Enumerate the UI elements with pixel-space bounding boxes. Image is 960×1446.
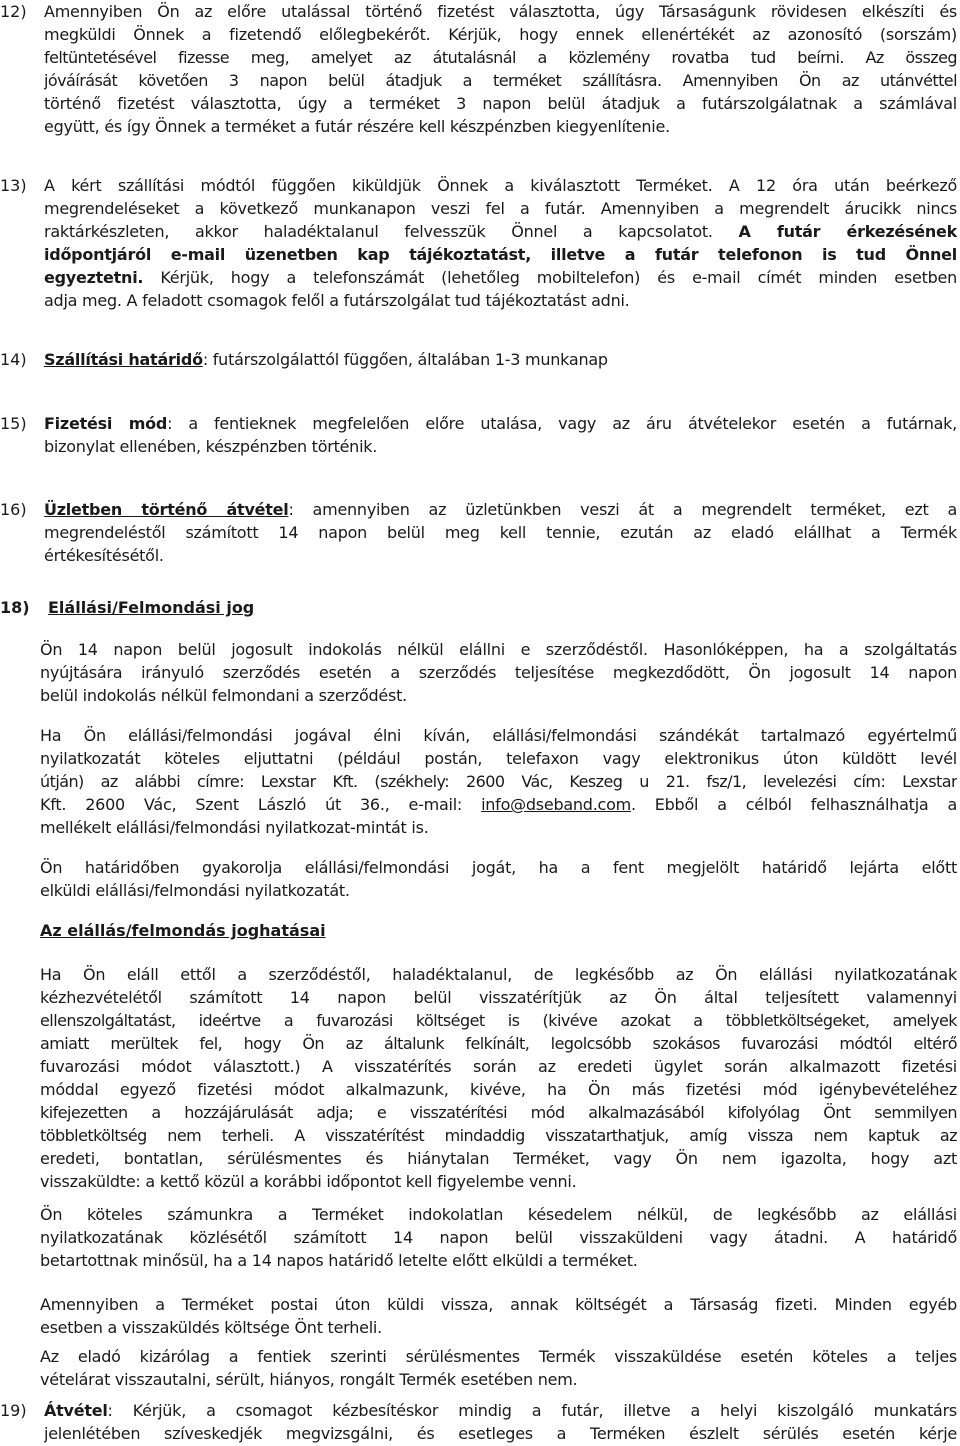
- section-label: Szállítási határidő: [44, 350, 203, 369]
- text-line: Amennyiben Ön az előre utalással történő fizetést választotta, úgy Társaságunk rövidesen elkészíti és: [44, 2, 957, 21]
- section-title-text: Elállási/Felmondási jog: [48, 598, 255, 617]
- paragraph-withdrawal-procedure: [40, 724, 957, 839]
- email-link[interactable]: info@dseband.com: [481, 795, 631, 814]
- bold-text: egyeztetni.: [44, 268, 144, 287]
- paragraph-refund: [40, 963, 957, 1193]
- text-line: eredeti, bontatlan, sérülésmentes és hiánytalan Terméket, vagy Ön nem igazolta, hogy azt: [40, 1149, 957, 1168]
- section-body: [44, 348, 957, 371]
- section-number: 14): [0, 350, 27, 369]
- paragraph-return-cost: [40, 1293, 957, 1339]
- text-line: útján) az alábbi címre: Lexstar Kft. (székhely: 2600 Vác, Keszeg u 21. fsz/1, levelezési cím: Lexstar: [40, 772, 957, 791]
- text-line: A kért szállítási módtól függően kiküldjük Önnek a kiválasztott Terméket. A 12 óra után beérkező: [44, 176, 957, 195]
- section-title: [48, 596, 960, 619]
- text-line: Ön 14 napon belül jogosult indokolás nélkül elállni e szerződéstől. Hasonlóképpen, ha a szolgáltatás: [40, 640, 957, 659]
- text-line: kifejezetten a hozzájárulását adja; e visszatérítési mód alkalmazásából kifolyólag Önt semmilyen: [40, 1103, 957, 1122]
- section-15: [0, 412, 960, 458]
- text-line: Az eladó kizárólag a fentiek szerinti sérülésmentes Termék visszaküldése esetén köteles a teljes: [40, 1347, 957, 1366]
- text-line: [44, 1399, 957, 1422]
- section-number: 15): [0, 414, 27, 433]
- text-line: [44, 220, 957, 243]
- paragraph-right-of-withdrawal: [40, 638, 957, 707]
- text-line: együtt, és így Önnek a terméket a futár részére kell készpénzben kiegyenlítenie.: [44, 117, 670, 136]
- text-line: nyilatkozatának közlésétől számított 14 napon belül visszaküldeni vagy átadni. A határidő: [40, 1228, 957, 1247]
- text-line: mellékelt elállási/felmondási nyilatkozat-mintát is.: [40, 818, 429, 837]
- text-line: Ön határidőben gyakorolja elállási/felmondási jogát, ha a fent megjelölt határidő lejárta előtt: [40, 858, 957, 877]
- text-line: Ha Ön eláll ettől a szerződéstől, haladéktalanul, de legkésőbb az Ön elállási nyilatkozatának: [40, 965, 957, 984]
- text-segment: . Ebből a célból felhasználhatja a: [630, 795, 957, 814]
- bold-text: A futár érkezésének: [738, 222, 957, 241]
- section-16: [0, 498, 960, 567]
- text-line: többletköltség nem terheli. A visszatérítést mindaddig visszatarthatjuk, amíg vissza nem kaptuk az: [40, 1126, 957, 1145]
- text-segment: : Kérjük, a csomagot kézbesítéskor mindig a futár, illetve a helyi kiszolgáló munkatárs: [107, 1401, 957, 1420]
- bold-text-line: időpontjáról e-mail üzenetben kap tájékoztatást, illetve a futár telefonon is tud Önnel: [44, 245, 957, 264]
- section-label: Fizetési mód: [44, 414, 168, 433]
- text-segment: : amennyiben az üzletünkben veszi át a megrendelt terméket, ezt a: [288, 500, 957, 519]
- text-line: elküldi elállási/felmondási nyilatkozatát.: [40, 881, 350, 900]
- section-13: [0, 174, 960, 312]
- subheading-text: Az elállás/felmondás joghatásai: [40, 921, 326, 940]
- paragraph-deadline: [40, 856, 957, 902]
- section-number: 13): [0, 176, 27, 195]
- text-line: móddal egyező fizetési módot alkalmazunk, kivéve, ha Ön más fizetési mód igénybevételéhez: [40, 1080, 957, 1099]
- section-label: Üzletben történő átvétel: [44, 500, 289, 519]
- subheading-legal-effects: [40, 919, 957, 942]
- text-line: [44, 412, 957, 435]
- text-line: megküldi Önnek a fizetendő előlegbekérőt. Kérjük, hogy ennek ellenértékét az azonosító (sorszám): [44, 25, 957, 44]
- text-line: nyújtására irányuló szerződés esetén a szerződés teljesítése megkezdődött, Ön jogosult 14 napon: [40, 663, 957, 682]
- text-line: Amennyiben a Terméket postai úton küldi vissza, annak költségét a Társaság fizeti. Minden egyéb: [40, 1295, 957, 1314]
- section-body: [44, 0, 957, 138]
- text-line: nyilatkozatát köteles eljuttatni (például postán, telefaxon vagy elektronikus úton küldött levél: [40, 749, 957, 768]
- text-line: [44, 266, 957, 289]
- text-line: kézhezvételétől számított 14 napon belül visszatérítjük az Ön által teljesített valamennyi: [40, 988, 957, 1007]
- text-line: történő fizetést választotta, úgy a terméket 3 napon belül átadjuk a futárszolgálatnak a számlával: [44, 94, 957, 113]
- section-number: 12): [0, 2, 27, 21]
- text-line: belül indokolás nélkül felmondani a szerződést.: [40, 686, 407, 705]
- text-line: jóváírását követően 3 napon belül átadjuk a terméket szállításra. Amennyiben Ön az utánvéttel: [44, 71, 957, 90]
- section-body: [44, 412, 957, 458]
- text-line: jelenlétében szíveskedjék megvizsgálni, és esetleges a Terméken észlelt sérülés esetén kérje: [44, 1424, 957, 1443]
- text-line: vételárat visszautalni, sérült, hiányos, rongált Termék esetében nem.: [40, 1370, 578, 1389]
- text-segment: : a fentieknek megfelelően előre utalása, vagy az áru átvételekor esetén a futárnak,: [167, 414, 957, 433]
- section-label: Átvétel: [44, 1401, 108, 1420]
- text-line: [40, 793, 957, 816]
- section-number: 16): [0, 500, 27, 519]
- section-number: 18): [0, 598, 30, 617]
- text-line: feltüntetésével fizesse meg, amelyet az átutalásnál a közlemény rovatba tud beírni. Az összeg: [44, 48, 957, 67]
- text-line: visszaküldte: a kettő közül a korábbi időpontot kell figyelembe venni.: [40, 1172, 577, 1191]
- text-segment: Kft. 2600 Vác, Szent László út 36., e-mail:: [40, 795, 482, 814]
- text-line: Ön köteles számunkra a Terméket indokolatlan késedelem nélkül, de legkésőbb az elállási: [40, 1205, 957, 1224]
- text-line: betartottnak minősül, ha a 14 napos határidő letelte előtt elküldi a terméket.: [40, 1251, 638, 1270]
- text-line: [44, 498, 957, 521]
- text-line: megrendeléstől számított 14 napon belül meg kell tennie, ezután az eladó elállhat a Termék: [44, 523, 957, 542]
- section-body: [44, 1399, 957, 1445]
- section-14: [0, 348, 960, 371]
- text-line: értékesítésétől.: [44, 546, 164, 565]
- section-number: 19): [0, 1401, 27, 1420]
- text-line: fuvarozási módot választott.) A visszatérítés során az eredeti ügylet során alkalmazott fizetési: [40, 1057, 957, 1076]
- text-line: [44, 348, 957, 371]
- section-18: [0, 596, 960, 619]
- text-line: ellenszolgáltatást, ideértve a fuvarozási költséget is (kivéve azokat a többletköltségeket, amelyek: [40, 1011, 957, 1030]
- text-line: megrendeléseket a következő munkanapon veszi fel a futár. Amennyiben a megrendelt árucikk nincs: [44, 199, 957, 218]
- paragraph-refund-condition: [40, 1345, 957, 1391]
- text-segment: Kérjük, hogy a telefonszámát (lehetőleg mobiltelefon) és e-mail címét minden esetben: [143, 268, 957, 287]
- section-body: [44, 174, 957, 312]
- text-segment: : futárszolgálattól függően, általában 1-3 munkanap: [202, 350, 608, 369]
- text-segment: raktárkészleten, akkor haladéktalanul felvesszük Önnel a kapcsolatot.: [44, 222, 739, 241]
- paragraph-return-obligation: [40, 1203, 957, 1272]
- text-line: Ha Ön elállási/felmondási jogával élni kíván, elállási/felmondási szándékát tartalmazó egyértelmű: [40, 726, 957, 745]
- section-12: [0, 0, 960, 138]
- text-line: bizonylat ellenében, készpénzben történik.: [44, 437, 378, 456]
- text-line: amiatt merültek fel, hogy Ön az általunk felkínált, legolcsóbb szokásos fuvarozási módtól eltérő: [40, 1034, 957, 1053]
- section-body: [44, 498, 957, 567]
- section-19: [0, 1399, 960, 1445]
- text-line: esetben a visszaküldés költsége Önt terheli.: [40, 1318, 382, 1337]
- text-line: adja meg. A feladott csomagok felől a futárszolgálat tud tájékoztatást adni.: [44, 291, 630, 310]
